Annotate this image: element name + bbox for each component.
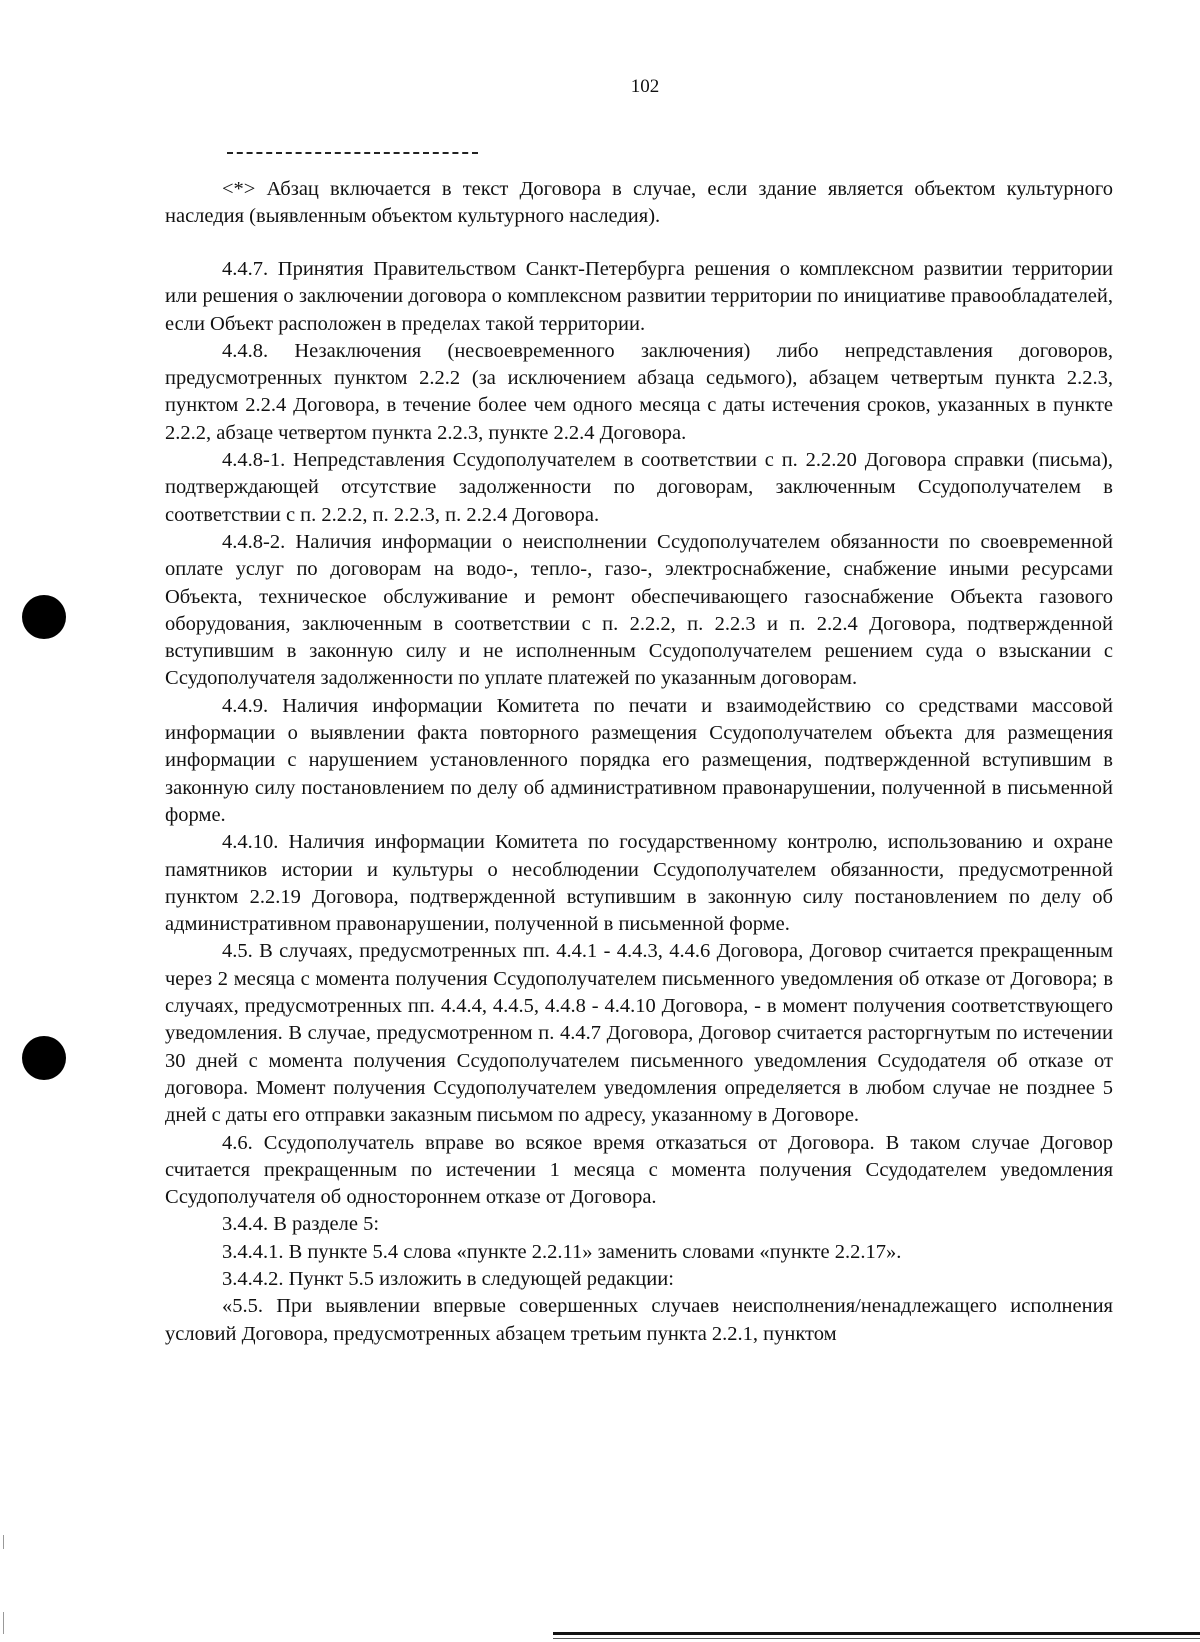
scan-edge-mark — [3, 1612, 4, 1634]
footnote-text: <*> Абзац включается в текст Договора в случае, если здание является объектом культурного наследия (выявленным объектом культурного наследия). — [165, 178, 1113, 228]
paragraph-3-4-4-1: 3.4.4.1. В пункте 5.4 слова «пункте 2.2.11» заменить словами «пункте 2.2.17». — [222, 1240, 902, 1263]
footnote — [165, 176, 1113, 231]
page-number: 102 — [630, 76, 660, 97]
paragraph-4-4-7: 4.4.7. Принятия Правительством Санкт-Петербурга решения о комплексном развитии территории или решения о заключении договора о комплексном развитии территории по инициативе правообладателей, если Объект расположен в пределах такой территории. — [165, 258, 1113, 335]
paragraph-4-6: 4.6. Ссудополучатель вправе во всякое время отказаться от Договора. В таком случае Договор считается прекращенным по истечении 1 месяца с момента получения Ссудодателем уведомления Ссудополучателя об одностороннем отказе от Договора. — [165, 1131, 1113, 1209]
paragraph-3-4-4-2: 3.4.4.2. Пункт 5.5 изложить в следующей редакции: — [222, 1267, 674, 1290]
paragraph-4-4-8-2: 4.4.8-2. Наличия информации о неисполнении Ссудополучателем обязанности по своевременной оплате услуг по договорам на водо-, тепло-, газо-, электроснабжение, снабжение иными ресурсами Объекта, техническое обслуживание и ремонт обеспечивающего газоснабжение Объекта газового оборудования, заключенным в соответствии с п. 2.2.2, п. 2.2.3 и п. 2.2.4 Договора, подтвержденной вступившим в законную силу и не исполненным Ссудополучателем решением суда о взыскании с Ссудополучателя задолженности по уплате платежей по указанным договорам. — [165, 530, 1113, 690]
scan-edge-line — [553, 1632, 1200, 1635]
paragraph-5-5: «5.5. При выявлении впервые совершенных случаев неисполнения/ненадлежащего исполнения условий Договора, предусмотренных абзацем третьим пункта 2.2.1, пунктом — [165, 1295, 1113, 1345]
footnote-separator — [227, 152, 478, 154]
scan-edge-mark — [3, 1535, 4, 1549]
document-body — [165, 256, 1113, 1348]
paragraph-4-4-10: 4.4.10. Наличия информации Комитета по государственному контролю, использованию и охране памятников истории и культуры о несоблюдении Ссудополучателем обязанности, предусмотренной пунктом 2.2.19 Договора, подтвержденной вступившим в законную силу постановлением по делу об административном правонарушении, полученной в письменной форме. — [165, 831, 1113, 936]
punch-hole — [22, 1036, 66, 1080]
paragraph-4-4-8-1: 4.4.8-1. Непредставления Ссудополучателем в соответствии с п. 2.2.20 Договора справки (письма), подтверждающей отсутствие задолженности по договорам, заключенным Ссудополучателем в соответствии с п. 2.2.2, п. 2.2.3, п. 2.2.4 Договора. — [165, 449, 1113, 526]
paragraph-4-4-9: 4.4.9. Наличия информации Комитета по печати и взаимодействию со средствами массовой информации о выявлении факта повторного размещения Ссудополучателем объекта для размещения информации с нарушением установленного порядка его размещения, подтвержденной вступившим в законную силу постановлением по делу об административном правонарушении, полученной в письменной форме. — [165, 694, 1113, 826]
punch-hole — [22, 595, 66, 639]
paragraph-4-5: 4.5. В случаях, предусмотренных пп. 4.4.1 - 4.4.3, 4.4.6 Договора, Договор считается прекращенным через 2 месяца с момента получения Ссудополучателем письменного уведомления об отказе от Договора; в случаях, предусмотренных пп. 4.4.4, 4.4.5, 4.4.8 - 4.4.10 Договора, - в момент получения соответствующего уведомления. В случае, предусмотренном п. 4.4.7 Договора, Договор считается расторгнутым по истечении 30 дней с момента получения Ссудополучателем письменного уведомления Ссудодателя об отказе от договора. Момент получения Ссудополучателем уведомления определяется в любом случае не позднее 5 дней с даты его отправки заказным письмом по адресу, указанному в Договоре. — [165, 940, 1113, 1127]
paragraph-4-4-8: 4.4.8. Незаключения (несвоевременного заключения) либо непредставления договоров, предусмотренных пунктом 2.2.2 (за исключением абзаца седьмого), абзацем четвертым пункта 2.2.3, пунктом 2.2.4 Договора, в течение более чем одного месяца с даты истечения сроков, указанных в пункте 2.2.2, абзаце четвертом пункта 2.2.3, пункте 2.2.4 Договора. — [165, 339, 1113, 444]
scan-edge-line — [553, 1638, 1200, 1639]
paragraph-3-4-4: 3.4.4. В разделе 5: — [222, 1213, 380, 1236]
